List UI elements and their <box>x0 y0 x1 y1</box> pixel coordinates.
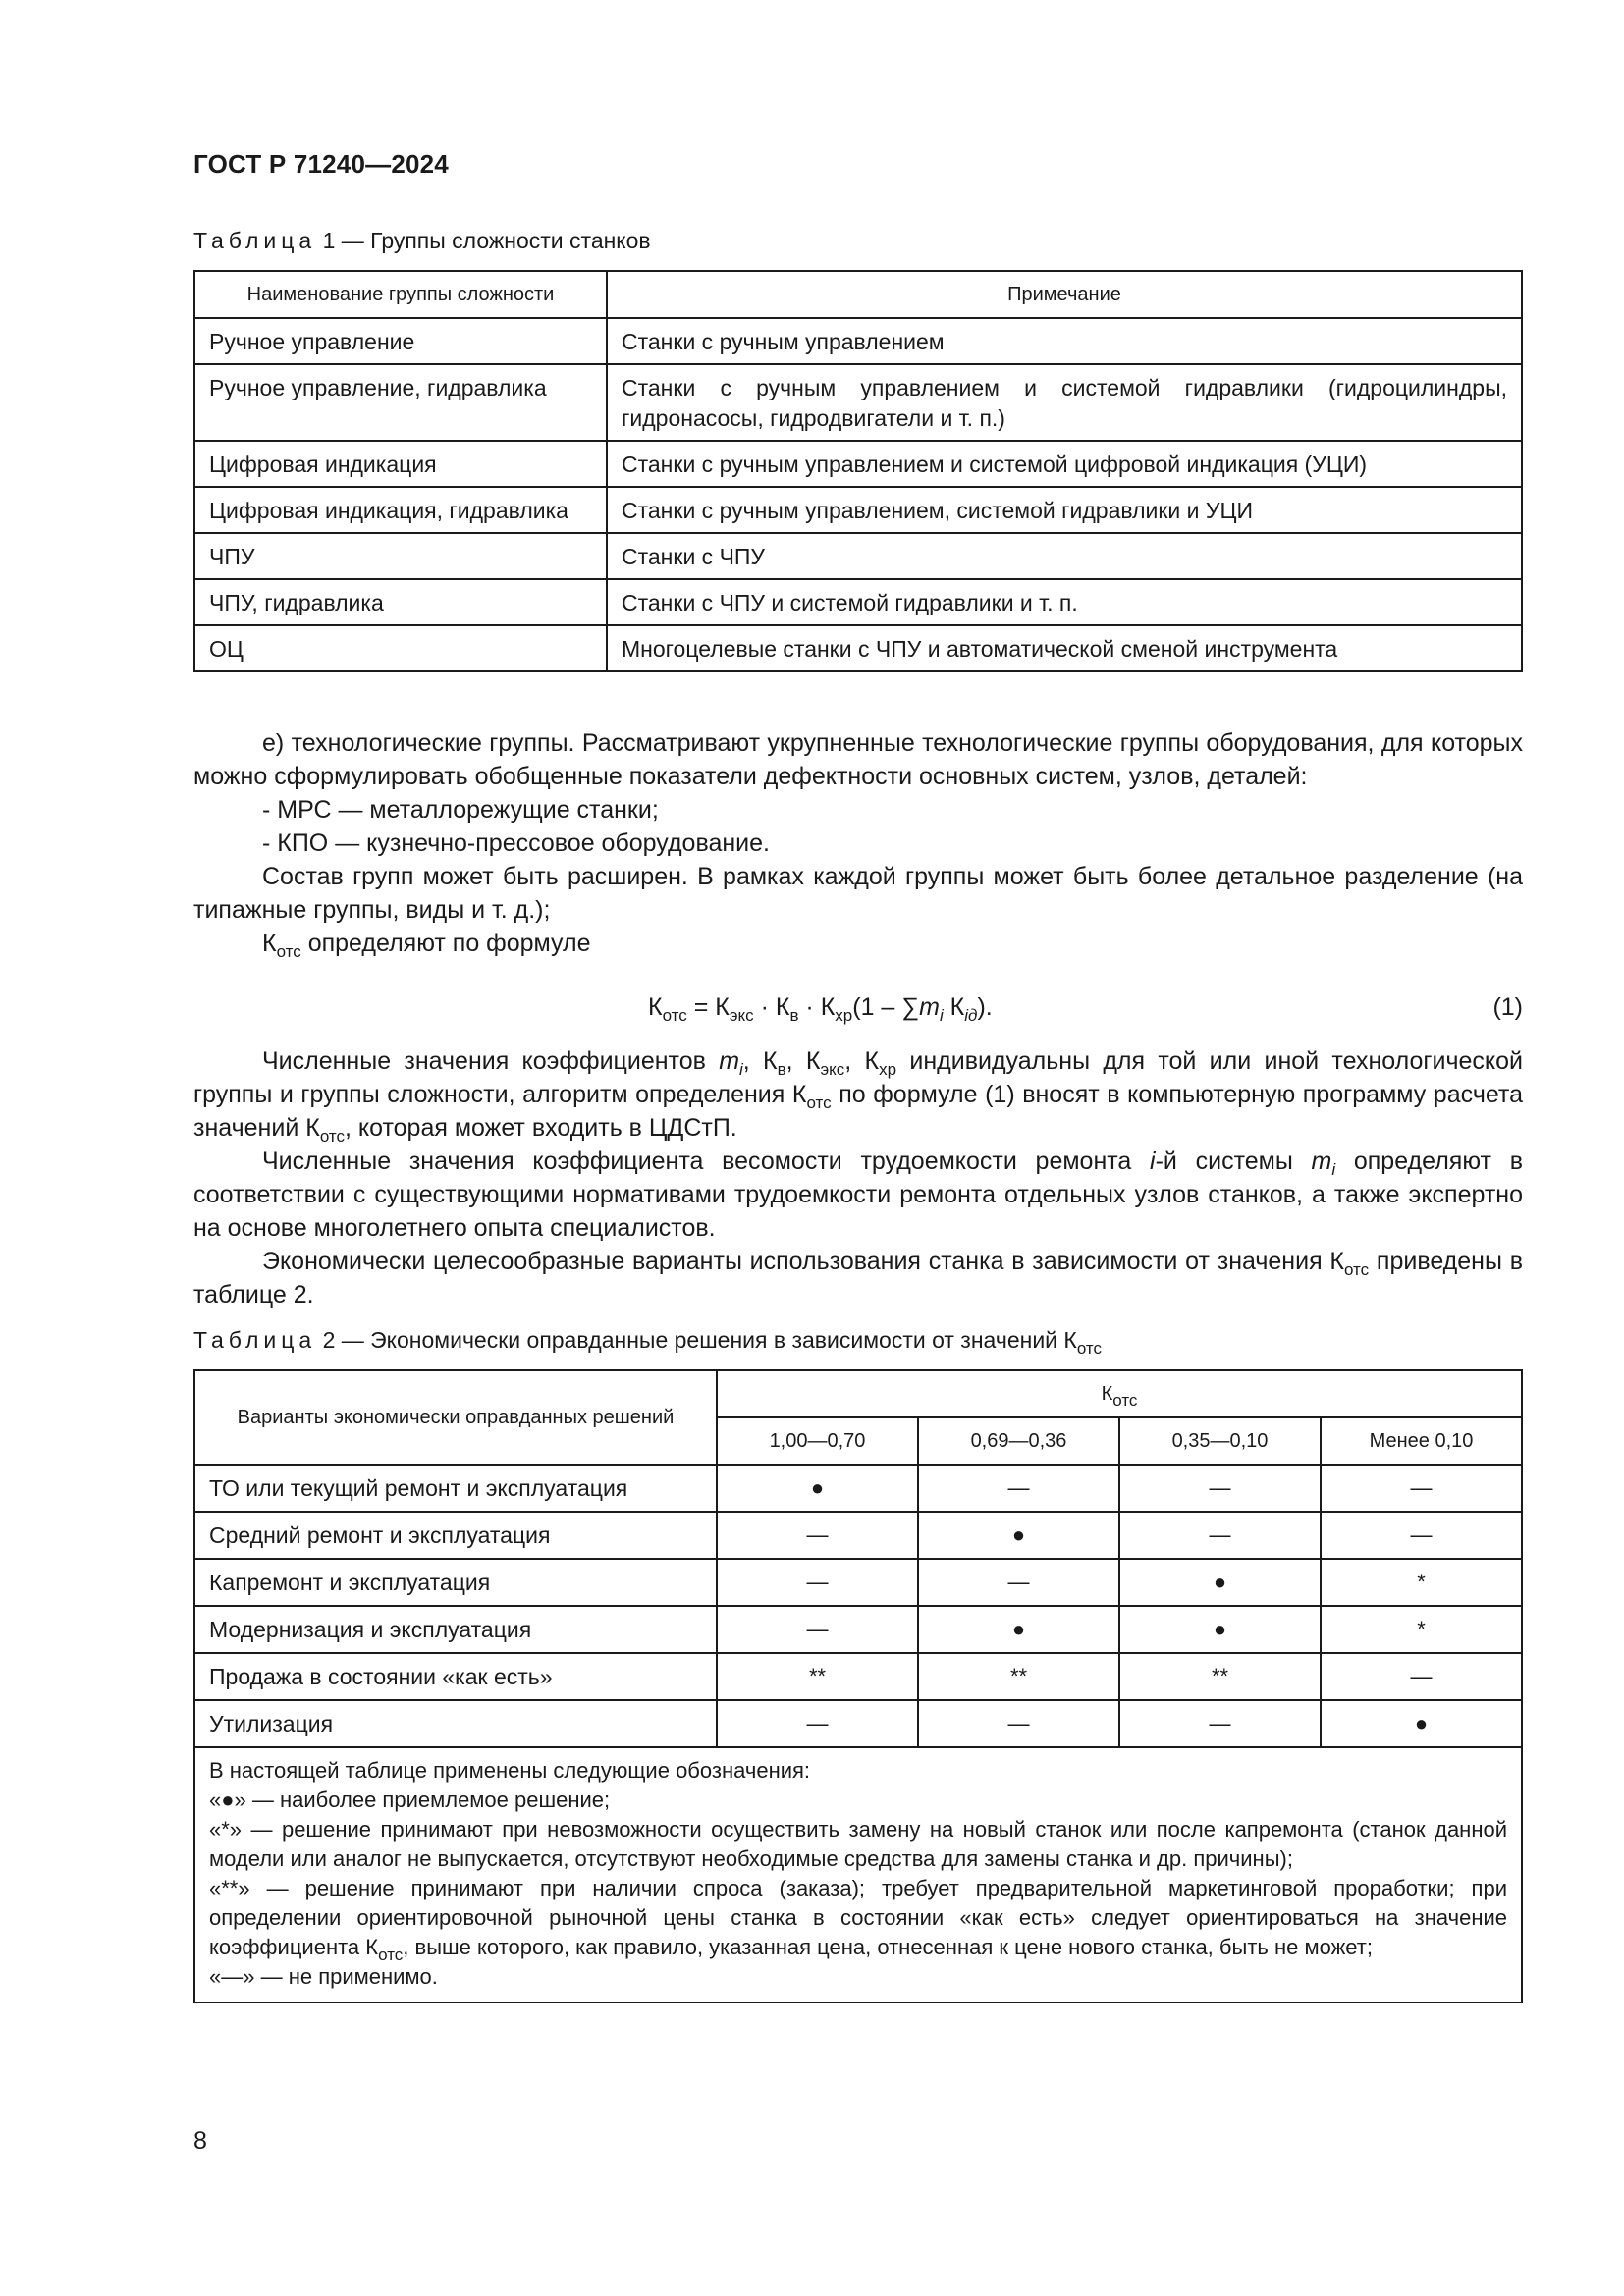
complexity-groups-table <box>193 270 1523 672</box>
group-name-cell: Цифровая индикация <box>194 441 607 487</box>
decision-mark-cell: — <box>1119 1700 1321 1747</box>
formula-k-otc <box>648 993 993 1025</box>
table-header-variants: Варианты экономически оправданных решений <box>194 1370 717 1465</box>
table-row <box>194 1512 1522 1559</box>
formula-symbol: К <box>775 993 790 1021</box>
document-standard-title: ГОСТ Р 71240—2024 <box>193 149 449 179</box>
decision-mark-cell: ● <box>1321 1700 1522 1747</box>
decision-mark-cell: — <box>1321 1465 1522 1512</box>
decision-label-cell: Модернизация и эксплуатация <box>194 1606 717 1653</box>
formula-intro-text: определяют по формуле <box>300 930 591 957</box>
list-item-mrs: - МРС — металлорежущие станки; <box>262 796 659 824</box>
group-name-cell: ЧПУ <box>194 533 607 579</box>
decision-label-cell: ТО или текущий ремонт и эксплуатация <box>194 1465 717 1512</box>
table-row <box>194 1465 1522 1512</box>
table-header-range: Менее 0,10 <box>1321 1417 1522 1465</box>
formula-number: (1) <box>1492 993 1523 1021</box>
table2-caption: Таблица 2 — Экономически оправданные решения в зависимости от значений $К_{отс}$ <box>193 1327 1102 1358</box>
decision-mark-cell: — <box>918 1559 1119 1606</box>
decision-label-cell: Средний ремонт и эксплуатация <box>194 1512 717 1559</box>
list-item-kpo: - КПО — кузнечно-прессовое оборудование. <box>262 829 770 857</box>
table-header-row <box>194 1370 1522 1417</box>
formula-subscript: экс <box>729 1006 754 1025</box>
table-row <box>194 1653 1522 1700</box>
group-note-cell: Многоцелевые станки с ЧПУ и автоматической сменой инструмента <box>607 625 1522 671</box>
table2-caption-text: 2 — Экономически оправданные решения в зависимости от значений <box>316 1327 1064 1353</box>
formula-subscript: iд <box>964 1006 978 1025</box>
decision-mark-cell: — <box>717 1512 918 1559</box>
decision-mark-cell: — <box>717 1700 918 1747</box>
paragraph-weight-coefficient: Численные значения коэффициента весомости трудоемкости ремонта i-й системы $m_i$ определяют в соответствии с существующими нормативами трудоемкости ремонта отдельных узлов станков, а также экспертно на основе многолетнего опыта специалистов. <box>193 1148 1523 1242</box>
table1-caption-label: Таблица <box>193 228 317 253</box>
formula-operator: = <box>686 993 716 1021</box>
formula-symbol: К <box>648 993 663 1021</box>
decision-label-cell: Утилизация <box>194 1700 717 1747</box>
table-row <box>194 364 1522 441</box>
table-row <box>194 318 1522 364</box>
formula-operator: · <box>798 993 821 1021</box>
decision-mark-cell: ** <box>717 1653 918 1700</box>
formula-operator: ). <box>977 993 993 1021</box>
table2-caption-label: Таблица <box>193 1327 317 1353</box>
paragraph-technological-groups: е) технологические группы. Рассматривают укрупненные технологические группы оборудования, для которых можно сформулировать обобщенные показатели дефектности основных систем, узлов, деталей: <box>193 729 1523 790</box>
formula-subscript: хр <box>835 1006 853 1025</box>
decision-mark-cell: * <box>1321 1559 1522 1606</box>
formula-subscript: i <box>939 1006 944 1025</box>
formula-symbol: m <box>919 993 940 1021</box>
table-notes-row <box>194 1747 1522 2002</box>
group-note-cell: Станки с ручным управлением и системой гидравлики (гидроцилиндры, гидронасосы, гидродвигатели и т. п.) <box>607 364 1522 441</box>
table-notes-cell <box>194 1747 1522 2002</box>
table-row <box>194 625 1522 671</box>
decision-mark-cell: ** <box>918 1653 1119 1700</box>
table-header-group-name: Наименование группы сложности <box>194 271 607 318</box>
formula-operator: (1 – ∑ <box>852 993 920 1021</box>
decision-mark-cell: ● <box>1119 1559 1321 1606</box>
table-header-range: 0,35—0,10 <box>1119 1417 1321 1465</box>
decision-mark-cell: ● <box>918 1512 1119 1559</box>
group-name-cell: ЧПУ, гидравлика <box>194 579 607 625</box>
formula-symbol: К <box>820 993 836 1021</box>
table-header-row <box>194 271 1522 318</box>
table-row <box>194 1606 1522 1653</box>
decision-mark-cell: * <box>1321 1606 1522 1653</box>
economic-decisions-table <box>193 1369 1523 2003</box>
formula-operator: · <box>753 993 776 1021</box>
group-note-cell: Станки с ЧПУ <box>607 533 1522 579</box>
decision-mark-cell: — <box>717 1606 918 1653</box>
table-header-k-otc: $К_{отс}$ <box>717 1370 1522 1417</box>
decision-mark-cell: ● <box>918 1606 1119 1653</box>
note-double-asterisk: «**» — решение принимают при наличии спроса (заказа); требует предварительной маркетинговой проработки; при определении ориентировочной рыночной цены станка в состоянии «как есть» следует ориентироваться на значение коэффициента $К_{отс}$, выше которого, как правило, указанная цена, отнесенная к цене нового станка, быть не может; <box>209 1876 1507 1964</box>
table-row <box>194 533 1522 579</box>
group-note-cell: Станки с ручным управлением, системой гидравлики и УЦИ <box>607 487 1522 533</box>
decision-mark-cell: — <box>1119 1512 1321 1559</box>
decision-mark-cell: — <box>1119 1465 1321 1512</box>
decision-mark-cell: — <box>918 1700 1119 1747</box>
note-intro: В настоящей таблице применены следующие обозначения: <box>209 1758 811 1783</box>
body-text-block <box>193 726 1523 960</box>
decision-mark-cell: ● <box>717 1465 918 1512</box>
group-note-cell: Станки с ручным управлением <box>607 318 1522 364</box>
k-symbol: К <box>262 930 277 957</box>
group-name-cell: ОЦ <box>194 625 607 671</box>
k-subscript: отс <box>276 942 301 961</box>
formula-symbol: К <box>715 993 730 1021</box>
group-note-cell: Станки с ЧПУ и системой гидравлики и т. п. <box>607 579 1522 625</box>
decision-mark-cell: ● <box>1119 1606 1321 1653</box>
note-dash: «—» — не применимо. <box>209 1964 438 1989</box>
note-asterisk: «*» — решение принимают при невозможности осуществить замену на новый станок или после капремонта (станок данной модели или аналог не выпускается, отсутствуют необходимые средства для замены станка и др. причины); <box>209 1817 1507 1871</box>
decision-mark-cell: — <box>1321 1512 1522 1559</box>
table-row <box>194 487 1522 533</box>
decision-label-cell: Капремонт и эксплуатация <box>194 1559 717 1606</box>
page-number: 8 <box>193 2127 207 2155</box>
paragraph-economic-options: Экономически целесообразные варианты использования станка в зависимости от значения $К_{отс}$ приведены в таблице 2. <box>193 1248 1523 1308</box>
table-header-note: Примечание <box>607 271 1522 318</box>
formula-symbol: К <box>949 993 965 1021</box>
decision-mark-cell: — <box>918 1465 1119 1512</box>
formula-subscript: отс <box>662 1006 687 1025</box>
decision-mark-cell: — <box>1321 1653 1522 1700</box>
decision-mark-cell: ** <box>1119 1653 1321 1700</box>
table-row <box>194 1559 1522 1606</box>
table-header-range: 0,69—0,36 <box>918 1417 1119 1465</box>
body-text-block <box>193 1044 1523 1311</box>
table-row <box>194 1700 1522 1747</box>
formula-subscript: в <box>789 1006 799 1025</box>
group-note-cell: Станки с ручным управлением и системой цифровой индикация (УЦИ) <box>607 441 1522 487</box>
paragraph-group-composition: Состав групп может быть расширен. В рамках каждой группы может быть более детальное разделение (на типажные группы, виды и т. д.); <box>193 863 1523 924</box>
table1-caption <box>193 228 651 254</box>
decision-mark-cell: — <box>717 1559 918 1606</box>
decision-label-cell: Продажа в состоянии «как есть» <box>194 1653 717 1700</box>
table-header-range: 1,00—0,70 <box>717 1417 918 1465</box>
group-name-cell: Ручное управление <box>194 318 607 364</box>
group-name-cell: Ручное управление, гидравлика <box>194 364 607 441</box>
table-row <box>194 441 1522 487</box>
table1-caption-text: 1 — Группы сложности станков <box>316 228 651 253</box>
paragraph-coefficients: Численные значения коэффициентов $m_i$, $К_в$, $К_{экс}$, $К_{хр}$ индивидуальны для той или иной технологической группы и группы сложности, алгоритм определения $К_{отс}$ по формуле (1) вносят в компьютерную программу расчета значений $К_{отс}$, которая может входить в ЦДСтП. <box>193 1047 1523 1146</box>
group-name-cell: Цифровая индикация, гидравлика <box>194 487 607 533</box>
note-bullet: «●» — наиболее приемлемое решение; <box>209 1788 611 1812</box>
table-row <box>194 579 1522 625</box>
paragraph-formula-intro <box>193 927 1523 960</box>
